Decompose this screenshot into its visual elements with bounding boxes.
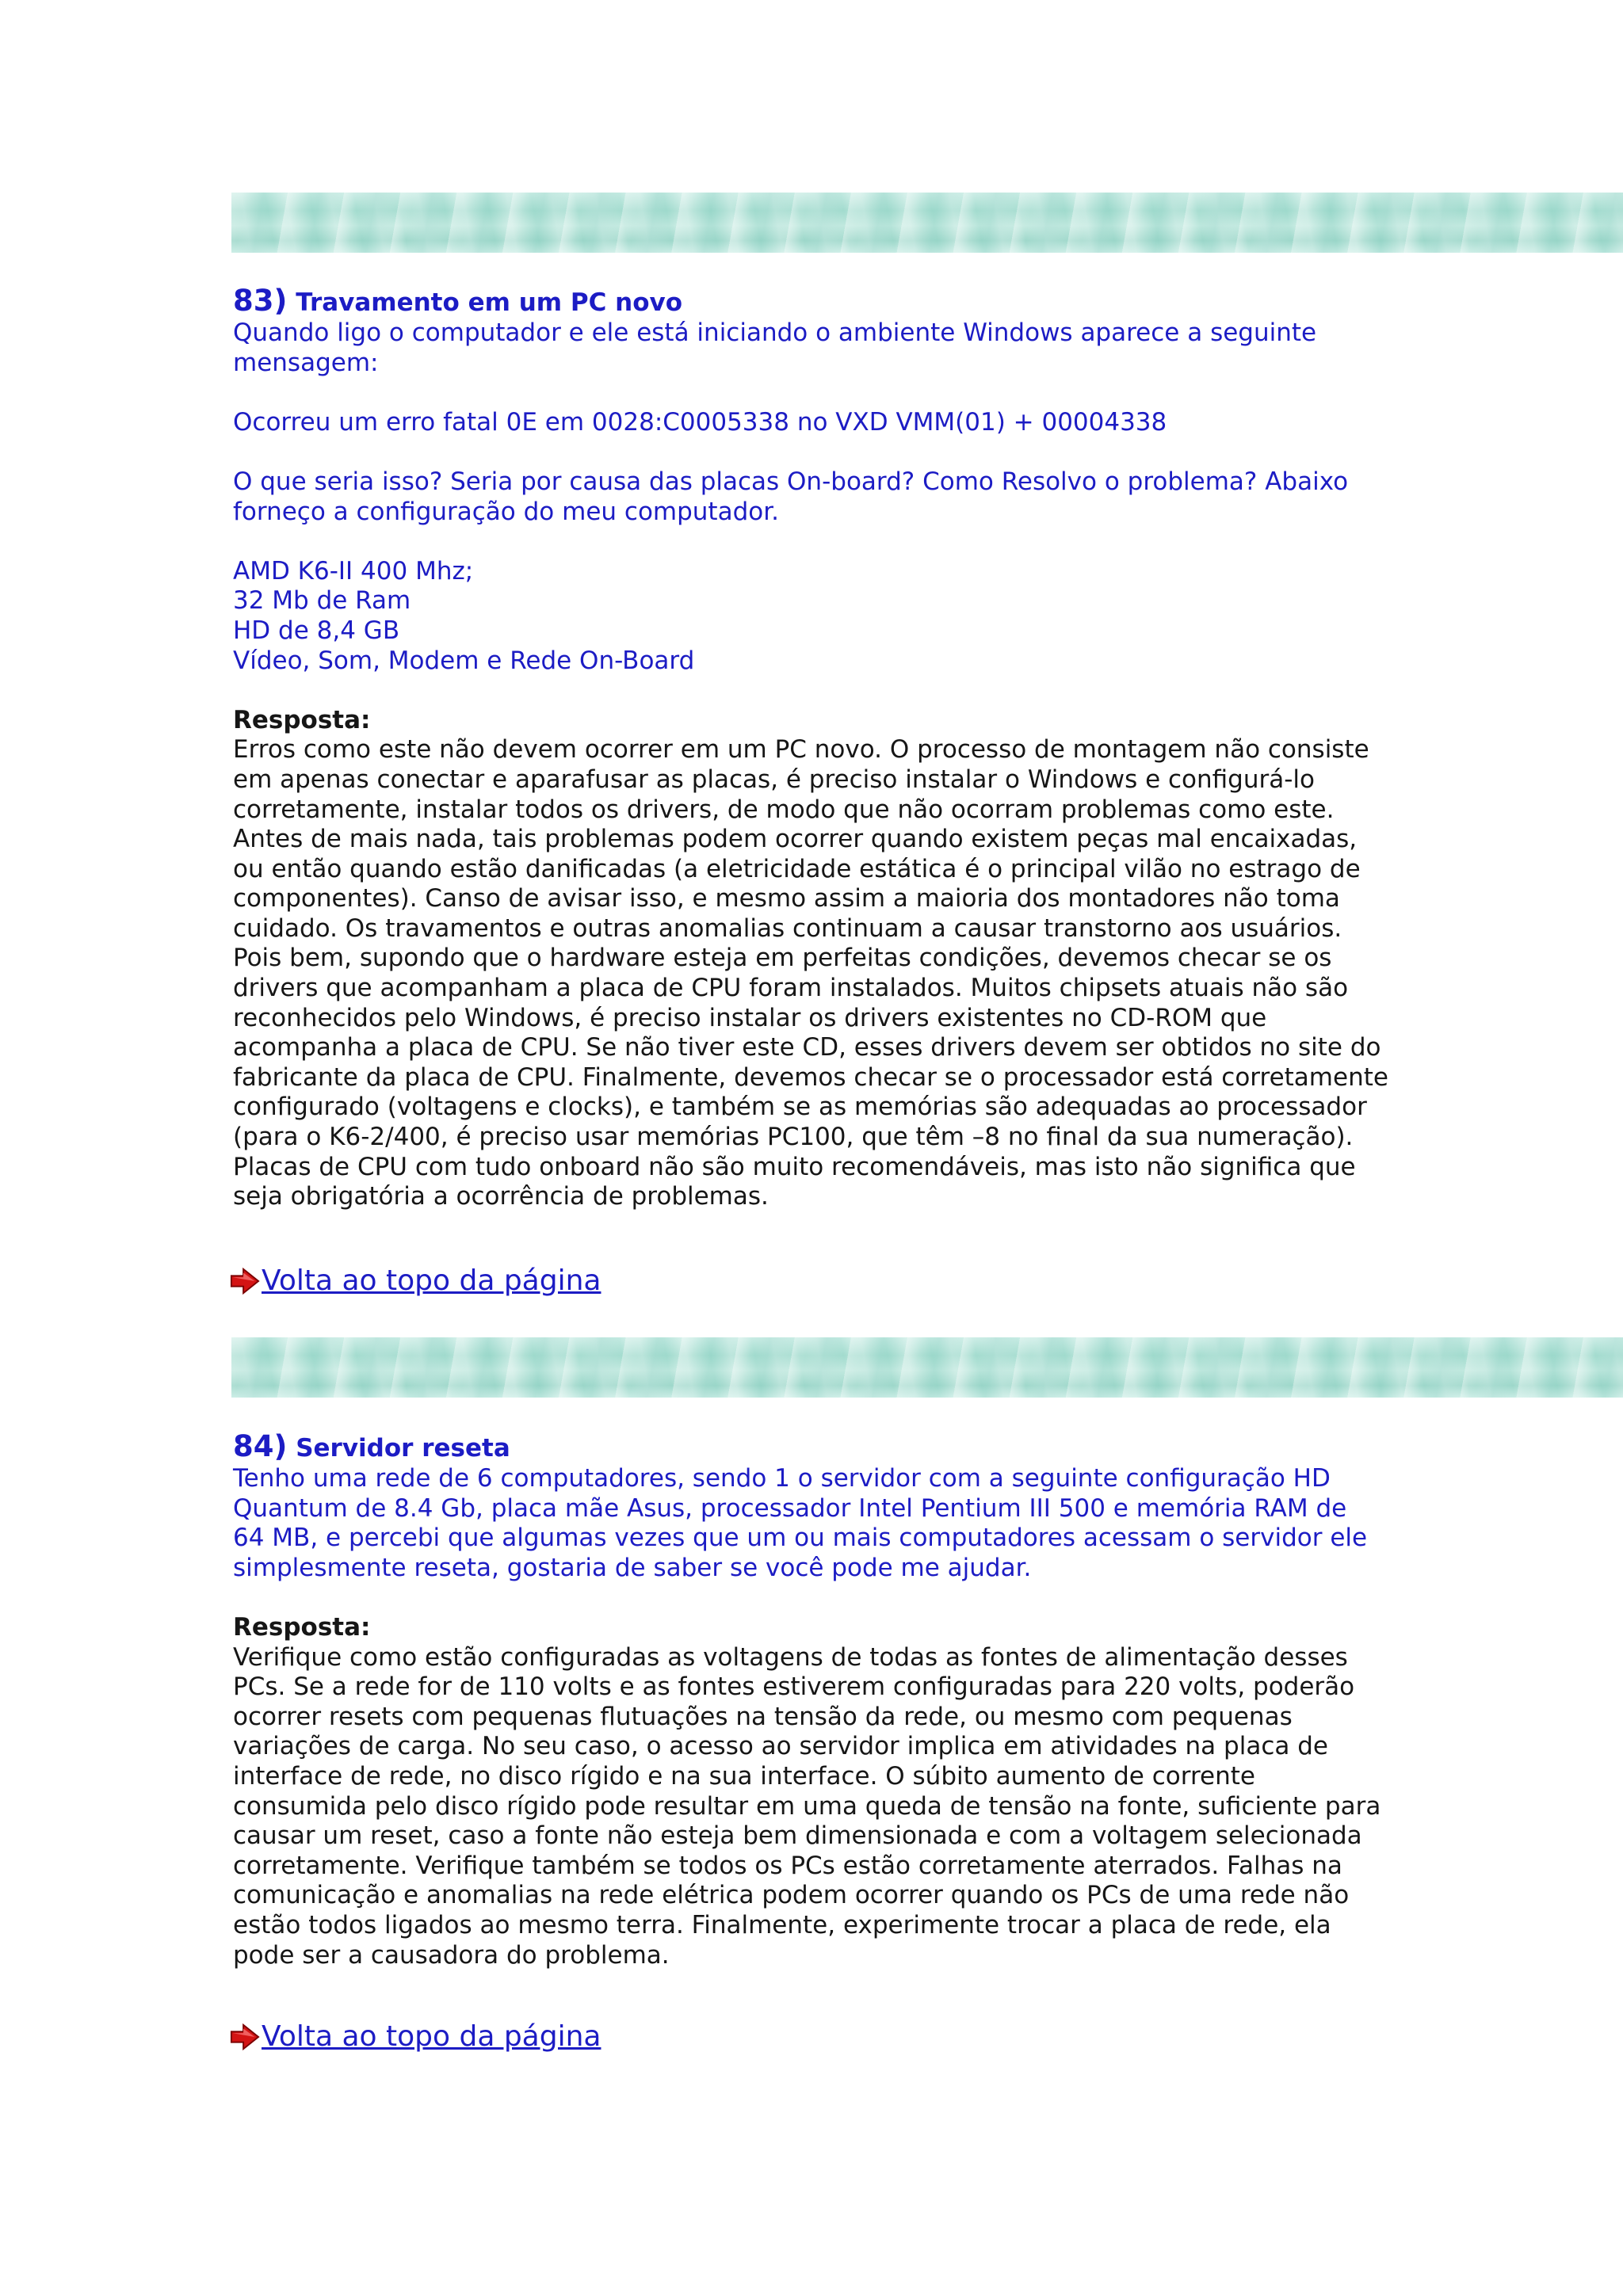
question-line: simplesmente reseta, gostaria de saber se você pode me ajudar.: [233, 1553, 1032, 1582]
answer-line: pode ser a causadora do problema.: [233, 1940, 670, 1970]
answer-line: ou então quando estão danificadas (a eletricidade estática é o principal vilão no estrago de: [233, 854, 1361, 883]
answer-line: (para o K6-2/400, é preciso usar memórias PC100, que têm –8 no final da sua numeração).: [233, 1123, 1354, 1152]
back-to-top-link[interactable]: [230, 1264, 601, 1297]
answer-label: Resposta:: [233, 705, 371, 734]
error-message-line: Ocorreu um erro fatal 0E em 0028:C0005338 no VXD VMM(01) + 00004338: [233, 407, 1167, 437]
red-arrow-icon: [230, 1266, 260, 1296]
answer-line: configurado (voltagens e clocks), e também se as memórias são adequadas ao processador: [233, 1093, 1367, 1122]
back-to-top-link[interactable]: [230, 2020, 601, 2053]
answer-text: [233, 735, 1398, 1212]
answer-line: estão todos ligados ao mesmo terra. Finalmente, experimente trocar a placa de rede, ela: [233, 1910, 1331, 1939]
answer-line: comunicação e anomalias na rede elétrica podem ocorrer quando os PCs de uma rede não: [233, 1881, 1350, 1910]
question-heading: [233, 285, 1398, 318]
question-line: Quando ligo o computador e ele está iniciando o ambiente Windows aparece a seguinte: [233, 318, 1317, 347]
answer-line: consumida pelo disco rígido pode resultar em uma queda de tensão na fonte, suficiente para: [233, 1791, 1381, 1821]
question-heading: [233, 1431, 1398, 1464]
answer-line: drivers que acompanham a placa de CPU foram instalados. Muitos chipsets atuais não são: [233, 974, 1349, 1003]
answer-line: variações de carga. No seu caso, o acesso ao servidor implica em atividades na placa de: [233, 1732, 1328, 1761]
answer-line: Pois bem, supondo que o hardware esteja em perfeitas condições, devemos checar se os: [233, 944, 1332, 973]
red-arrow-icon: [230, 2022, 260, 2052]
back-to-top-label[interactable]: Volta ao topo da página: [262, 1264, 601, 1297]
question-text: [233, 1464, 1398, 1583]
question-text: [233, 318, 1398, 676]
answer-line: Verifique como estão configuradas as voltagens de todas as fontes de alimentação desses: [233, 1642, 1348, 1672]
config-line: HD de 8,4 GB: [233, 616, 400, 645]
answer-line: acompanha a placa de CPU. Se não tiver este CD, esses drivers devem ser obtidos no site do: [233, 1033, 1381, 1062]
water-banner-divider: [231, 1337, 1623, 1398]
answer-line: interface de rede, no disco rígido e na sua interface. O súbito aumento de corrente: [233, 1761, 1255, 1791]
answer-line: fabricante da placa de CPU. Finalmente, devemos checar se o processador está corretamente: [233, 1062, 1388, 1092]
question-number: 83): [233, 284, 288, 318]
answer-line: Placas de CPU com tudo onboard não são muito recomendáveis, mas isto não significa que: [233, 1152, 1356, 1181]
answer-label: Resposta:: [233, 1612, 371, 1642]
question-line: Tenho uma rede de 6 computadores, sendo 1 o servidor com a seguinte configuração HD: [233, 1464, 1331, 1493]
faq-item-84: [233, 1431, 1398, 1970]
config-line: 32 Mb de Ram: [233, 586, 411, 616]
answer-line: Erros como este não devem ocorrer em um PC novo. O processo de montagem não consiste: [233, 735, 1369, 765]
question-line: O que seria isso? Seria por causa das placas On-board? Como Resolvo o problema? Abaixo: [233, 467, 1349, 496]
question-line: mensagem:: [233, 348, 379, 377]
answer-line: seja obrigatória a ocorrência de problemas.: [233, 1182, 769, 1211]
answer-line: Antes de mais nada, tais problemas podem ocorrer quando existem peças mal encaixadas,: [233, 825, 1358, 854]
question-title: Travamento em um PC novo: [296, 288, 682, 317]
answer-line: em apenas conectar e aparafusar as placas, é preciso instalar o Windows e configurá-lo: [233, 765, 1316, 794]
question-line: Quantum de 8.4 Gb, placa mãe Asus, processador Intel Pentium III 500 e memória RAM de: [233, 1493, 1347, 1523]
answer-line: corretamente. Verifique também se todos os PCs estão corretamente aterrados. Falhas na: [233, 1851, 1342, 1880]
answer-line: componentes). Canso de avisar isso, e mesmo assim a maioria dos montadores não toma: [233, 884, 1340, 913]
config-line: Vídeo, Som, Modem e Rede On-Board: [233, 646, 695, 675]
answer-line: causar um reset, caso a fonte não esteja bem dimensionada e com a voltagem selecionada: [233, 1821, 1362, 1851]
faq-item-83: [233, 285, 1398, 1212]
answer-line: reconhecidos pelo Windows, é preciso instalar os drivers existentes no CD-ROM que: [233, 1003, 1267, 1032]
answer-line: corretamente, instalar todos os drivers, de modo que não ocorram problemas como este.: [233, 795, 1335, 824]
answer-line: ocorrer resets com pequenas flutuações na tensão da rede, ou mesmo com pequenas: [233, 1702, 1293, 1731]
config-line: AMD K6-II 400 Mhz;: [233, 556, 474, 585]
question-title: Servidor reseta: [296, 1434, 510, 1463]
answer-text: [233, 1643, 1398, 1971]
back-to-top-label[interactable]: Volta ao topo da página: [262, 2020, 601, 2053]
water-banner-divider: [231, 193, 1623, 253]
question-line: 64 MB, e percebi que algumas vezes que um ou mais computadores acessam o servidor ele: [233, 1524, 1368, 1553]
question-line: forneço a configuração do meu computador.: [233, 497, 779, 526]
answer-line: cuidado. Os travamentos e outras anomalias continuam a causar transtorno aos usuários.: [233, 913, 1342, 943]
question-number: 84): [233, 1429, 288, 1463]
answer-line: PCs. Se a rede for de 110 volts e as fontes estiverem configuradas para 220 volts, poderão: [233, 1672, 1355, 1702]
